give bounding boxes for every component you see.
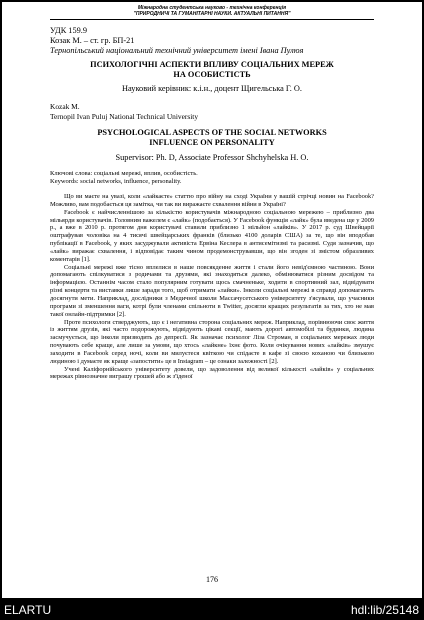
footer-bar [0,598,424,620]
repository-label: ELARTU [4,603,52,617]
institution-en: Ternopil Ivan Puluj National Technical University [50,112,199,121]
author-ua: Козак М. – ст. гр. БП-21 [50,36,135,45]
article-body [50,193,374,381]
keywords-en: Keywords: social networks, influence, personality. [50,178,182,185]
document-page [2,2,422,598]
title-en-line2: INFLUENCE ON PERSONALITY [149,138,275,147]
conference-header [2,5,422,17]
paragraph: Проте психологи стверджують, що є і негативна сторона соціальних мереж. Наприклад, порівнюючи своє життя із життям друзів, які часто подорожують, відвідують цікаві секції, мають дорогі автомобілі та будинки, людина засмучується, що інколи призводить до депресії. Як зазначає психолог Ліза Строман, в соціальних мережах люди почувають себе краще, але лише за умови, що хтось «лайкне» їхнє фото. Коли очікування нових «лайків» змушує заходити в Facebook серед ночі, коли ви милуєтеся квіткою чи спідаєте в кафе зі своєю коханою чи близькою людиною і думаєте як краще «запостити» це в Instagram – це ознаки залежності [2]. [50,318,374,365]
title-en-line1: PSYCHOLOGICAL ASPECTS OF THE SOCIAL NETWORKS [97,128,327,137]
handle-label: hdl:lib/25148 [350,603,419,617]
page-number: 176 [206,575,218,584]
udk-code: УДК 159.9 [50,26,87,35]
institution-ua: Тернопільський національний технічний університет імені Івана Пулюя [50,46,304,55]
paragraph: Що ви маєте на увазі, коли «лайкаєте» статтю про війну на сході України у вашій стрічці новин на Facebook? Можливо, вам подобається ця замітка, чи так ви виражаєте схвалення війни в Україні? [50,193,374,208]
title-ua-line2: НА ОСОБИСТІСТЬ [173,70,251,79]
paragraph: Facebook є найчисленнішою за кількістю користувачів міжнародною соціальною мережею – приблизно два мільярди користувачів. Головним важелем є «лайк» (подобається). У Facebook функція «лайк» була введена ще у 2009 р., а вже в 2010 р. протягом дня користувачі ставили приблизно 1 мільйон «лайків». У 2017 р. суд Швейцарії оштрафував чоловіка на 4 тисячі швейцарських франків (близько 4100 доларів США) за те, що він вподобав публікації в Facebook, у яких засуджували активіста Ервіна Кеслера в антисемітизмі та расизмі. Судя зазначив, що «лайк» виражає схвалення, і відповідає таким чином продемонструвавши, що він згоден зі змістом образливих коментарів [1]. [50,208,374,263]
title-ua-line1: ПСИХОЛОГІЧНІ АСПЕКТИ ВПЛИВУ СОЦІАЛЬНИХ МЕРЕЖ [90,60,334,69]
paragraph: Соціальні мережі вже тісно вплелися в наше повсякденне життя і стали його невід'ємною частиною. Вони допомагають спілкуватися з родичами та друзями, які знаходяться далеко, обмінюватися різним досвідом та інформацією. Останнім часом стало популярним готувати щось смачненьке, ходити в спортивний зал, відвідувати різні концерти та виставки лише заради того, щоб отримати «лайки». Інколи соціальні мережі в справді допомагають досягнути мети. Наприклад, дослідники з Медичної школи Массачусетського університету з'ясували, що учасники програми зі зменшення ваги, котрі були членами спільноти в Twitter, досягли кращих результатів за тих, хто не мав такої онлайн-підтримки [2]. [50,263,374,318]
conference-title: "ПРИРОДНИЧІ ТА ГУМАНІТАРНІ НАУКИ. АКТУАЛЬНІ ПИТАННЯ" [133,11,291,17]
header-rule [50,19,374,20]
conference-name: Міжнародна студентська науково - технічна конференція [137,5,287,11]
supervisor-en: Supervisor: Ph. D, Associate Professor Shchyhelska H. O. [115,153,309,162]
paragraph: Учені Каліфорнійського університету довели, що задоволення від великої кількості «лайків» у соціальних мережах рівнозначне виграшу грошей або ж з'їденої [50,365,374,381]
author-en: Kozak M. [50,102,80,111]
supervisor-ua: Науковий керівник: к.і.н., доцент Щигельська Г. О. [122,84,302,93]
keywords-ua: Ключові слова: соціальні мережі, вплив, особистість. [50,170,198,177]
